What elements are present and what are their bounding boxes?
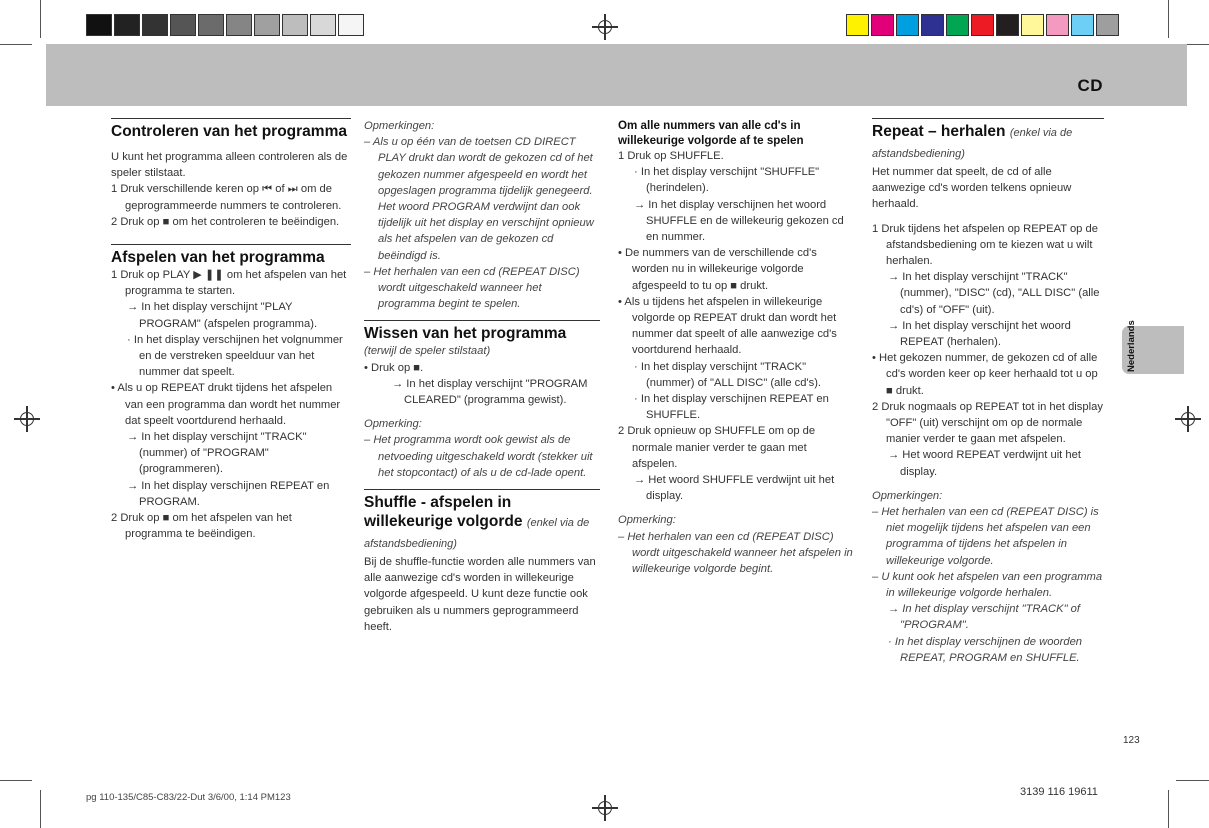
crop-mark: [0, 780, 32, 781]
notes-title: Opmerkingen:: [872, 489, 943, 502]
note: – Als u op één van de toetsen CD DIRECT PLAY drukt dan wordt de gekozen cd of het gekozen nummer afgespeeld en wordt het opgeslagen programma tijdelijk genegeerd. Het woord PROGRAM verdwijnt dan ook tijdelijk uit het display en verschijnt opnieuw als het afspelen van de gekozen cd beëindigd is.: [364, 136, 594, 262]
gray-swatch: [338, 14, 364, 36]
sub-step: · In het display verschijnen het volgnummer en de verstreken speelduur van het nummer dat speelt.: [127, 333, 343, 379]
heading-shuffle-sub: (enkel via de afstandsbediening): [364, 517, 590, 551]
sub-step: · In het display verschijnen de woorden REPEAT, PROGRAM en SHUFFLE.: [888, 635, 1083, 664]
gray-swatch: [142, 14, 168, 36]
color-swatch: [896, 14, 919, 36]
heading-shuffle-text: Shuffle - afspelen in willekeurige volgorde: [364, 494, 523, 531]
crop-mark: [1168, 0, 1169, 38]
step: 1 Druk verschillende keren op ⏮ of ⏭ om de geprogrammeerde nummers te controleren.: [111, 183, 342, 212]
heading-repeat-text: Repeat – herhalen: [872, 123, 1006, 140]
language-tab: [1122, 320, 1184, 374]
heading-play-program: Afspelen van het programma: [111, 244, 351, 267]
color-swatch: [971, 14, 994, 36]
color-swatch: [1096, 14, 1119, 36]
sub-step: · In het display verschijnen REPEAT en SHUFFLE.: [634, 393, 829, 422]
color-swatch: [946, 14, 969, 36]
crop-mark: [1176, 780, 1209, 781]
step: 1 Druk tijdens het afspelen op REPEAT op de afstandsbediening om te kiezen wat u wilt herhalen.: [872, 222, 1098, 268]
note: – Het programma wordt ook gewist als de netvoeding uitgeschakeld wordt (stekker uit het stopcontact) of als u de cd-lade opent.: [364, 434, 593, 479]
color-swatch: [1046, 14, 1069, 36]
color-swatch: [871, 14, 894, 36]
bullet: • Als u op REPEAT drukt tijdens het afspelen van een programma dan wordt het nummer dat speelt voortdurend herhaald.: [111, 382, 341, 427]
crop-mark: [40, 790, 41, 828]
heading-check-program: Controleren van het programma: [111, 118, 351, 141]
paragraph: Bij de shuffle-functie worden alle nummers van alle aanwezige cd's worden in willekeurige volgorde afgespeeld. U kunt deze functie ook gebruiken als u nummers geprogrammeerd heeft.: [364, 556, 596, 633]
note: – Het herhalen van een cd (REPEAT DISC) wordt uitgeschakeld wanneer het programma begint te spelen.: [364, 265, 580, 311]
sub-step: → Het woord SHUFFLE verdwijnt uit het display.: [634, 474, 835, 503]
step: 2 Druk op ■ om het controleren te beëindigen.: [111, 215, 340, 228]
sub-step: → In het display verschijnt "TRACK" (nummer), "DISC" (cd), "ALL DISC" (alle cd's) of "OFF" (uit).: [888, 271, 1100, 316]
footer-part-number: 3139 116 19611: [1020, 786, 1098, 798]
column-4: [872, 118, 1104, 666]
gray-swatch: [226, 14, 252, 36]
column-3: [618, 118, 854, 577]
sub-step: → In het display verschijnt "PLAY PROGRAM" (afspelen programma).: [127, 301, 318, 330]
note-title: Opmerking:: [364, 418, 422, 431]
sub-step: → In het display verschijnen het woord SHUFFLE en de willekeurig gekozen cd en nummer.: [634, 198, 844, 244]
bullet: • Als u tijdens het afspelen in willekeurige volgorde op REPEAT drukt dan wordt het nummer dat speelt of alle aanwezige cd's voortdurend herhaald.: [618, 295, 837, 357]
sub-step: → Het woord REPEAT verdwijnt uit het display.: [888, 449, 1081, 478]
gray-swatch: [282, 14, 308, 36]
step: 1 Druk op PLAY ▶ ❚❚ om het afspelen van het programma te starten.: [111, 269, 347, 298]
sub-step: → In het display verschijnen REPEAT en PROGRAM.: [127, 479, 330, 508]
color-swatch: [1071, 14, 1094, 36]
note-title: Opmerking:: [618, 514, 676, 527]
color-swatch: [996, 14, 1019, 36]
header-band: [46, 44, 1187, 106]
registration-mark-icon: [592, 795, 618, 821]
language-tab-label: Nederlands: [1126, 320, 1137, 372]
step: 2 Druk op ■ om het afspelen van het programma te beëindigen.: [111, 512, 292, 541]
color-swatch: [921, 14, 944, 36]
footer-file-info: pg 110-135/C85-C83/22-Dut 3/6/00, 1:14 PM123: [86, 792, 291, 803]
registration-mark-icon: [592, 14, 618, 40]
note: – Het herhalen van een cd (REPEAT DISC) wordt uitgeschakeld wanneer het afspelen in willekeurige volgorde begint.: [618, 530, 853, 576]
notes-title: Opmerkingen:: [364, 120, 435, 132]
registration-mark-icon: [14, 406, 40, 432]
gray-swatch: [198, 14, 224, 36]
sub-step: → In het display verschijnt "TRACK" (nummer) of "PROGRAM" (programmeren).: [127, 431, 307, 476]
note: – U kunt ook het afspelen van een programma in willekeurige volgorde herhalen.: [872, 570, 1103, 600]
subheading: (terwijl de speler stilstaat): [364, 345, 491, 358]
color-swatch: [1021, 14, 1044, 36]
step: 2 Druk nogmaals op REPEAT tot in het display "OFF" (uit) verschijnt om op de normale manier verder te gaan met afspelen.: [872, 400, 1103, 446]
gray-swatch: [86, 14, 112, 36]
paragraph: Het nummer dat speelt, de cd of alle aanwezige cd's worden telkens opnieuw herhaald.: [872, 166, 1072, 211]
heading-clear-program: Wissen van het programma: [364, 320, 600, 343]
gray-swatch: [310, 14, 336, 36]
bullet: • De nummers van de verschillende cd's worden nu in willekeurige volgorde afgespeeld to tu op ■ drukt.: [618, 247, 817, 292]
column-2: [364, 118, 600, 635]
sub-step: · In het display verschijnt "TRACK" (nummer) of "ALL DISC" (alle cd's).: [634, 360, 822, 389]
sub-step: · In het display verschijnt "SHUFFLE" (herindelen).: [634, 166, 820, 195]
gray-swatch: [254, 14, 280, 36]
heading-repeat: [872, 118, 1104, 164]
heading-shuffle-all: Om alle nummers van alle cd's in willekeurige volgorde af te spelen: [618, 119, 804, 147]
crop-mark: [0, 44, 32, 45]
note: – Het herhalen van een cd (REPEAT DISC) is niet mogelijk tijdens het afspelen van een programma of tijdens het afspelen in willekeurige volgorde.: [872, 506, 1099, 567]
gray-swatch: [114, 14, 140, 36]
bullet: • Druk op ■.: [364, 361, 424, 374]
crop-mark: [40, 0, 41, 38]
gray-swatch: [170, 14, 196, 36]
color-swatch: [846, 14, 869, 36]
page-number: 123: [1123, 735, 1140, 746]
registration-mark-icon: [1175, 406, 1201, 432]
heading-shuffle: [364, 489, 600, 554]
bullet: • Het gekozen nummer, de gekozen cd of alle cd's worden keer op keer herhaald tot u op ■ drukt.: [872, 352, 1098, 397]
section-title: CD: [1077, 76, 1103, 95]
column-1: [111, 118, 351, 542]
paragraph: U kunt het programma alleen controleren als de speler stilstaat.: [111, 151, 348, 180]
sub-step: → In het display verschijnt "TRACK" of "PROGRAM".: [888, 603, 1080, 632]
step: 1 Druk op SHUFFLE.: [618, 150, 724, 162]
sub-step: → In het display verschijnt het woord REPEAT (herhalen).: [888, 319, 1071, 349]
heading-repeat-sub: (enkel via de afstandsbediening): [872, 127, 1073, 160]
step: 2 Druk opnieuw op SHUFFLE om op de normale manier verder te gaan met afspelen.: [618, 425, 816, 470]
crop-mark: [1168, 790, 1169, 828]
sub-step: → In het display verschijnt "PROGRAM CLEARED" (programma gewist).: [392, 377, 588, 407]
